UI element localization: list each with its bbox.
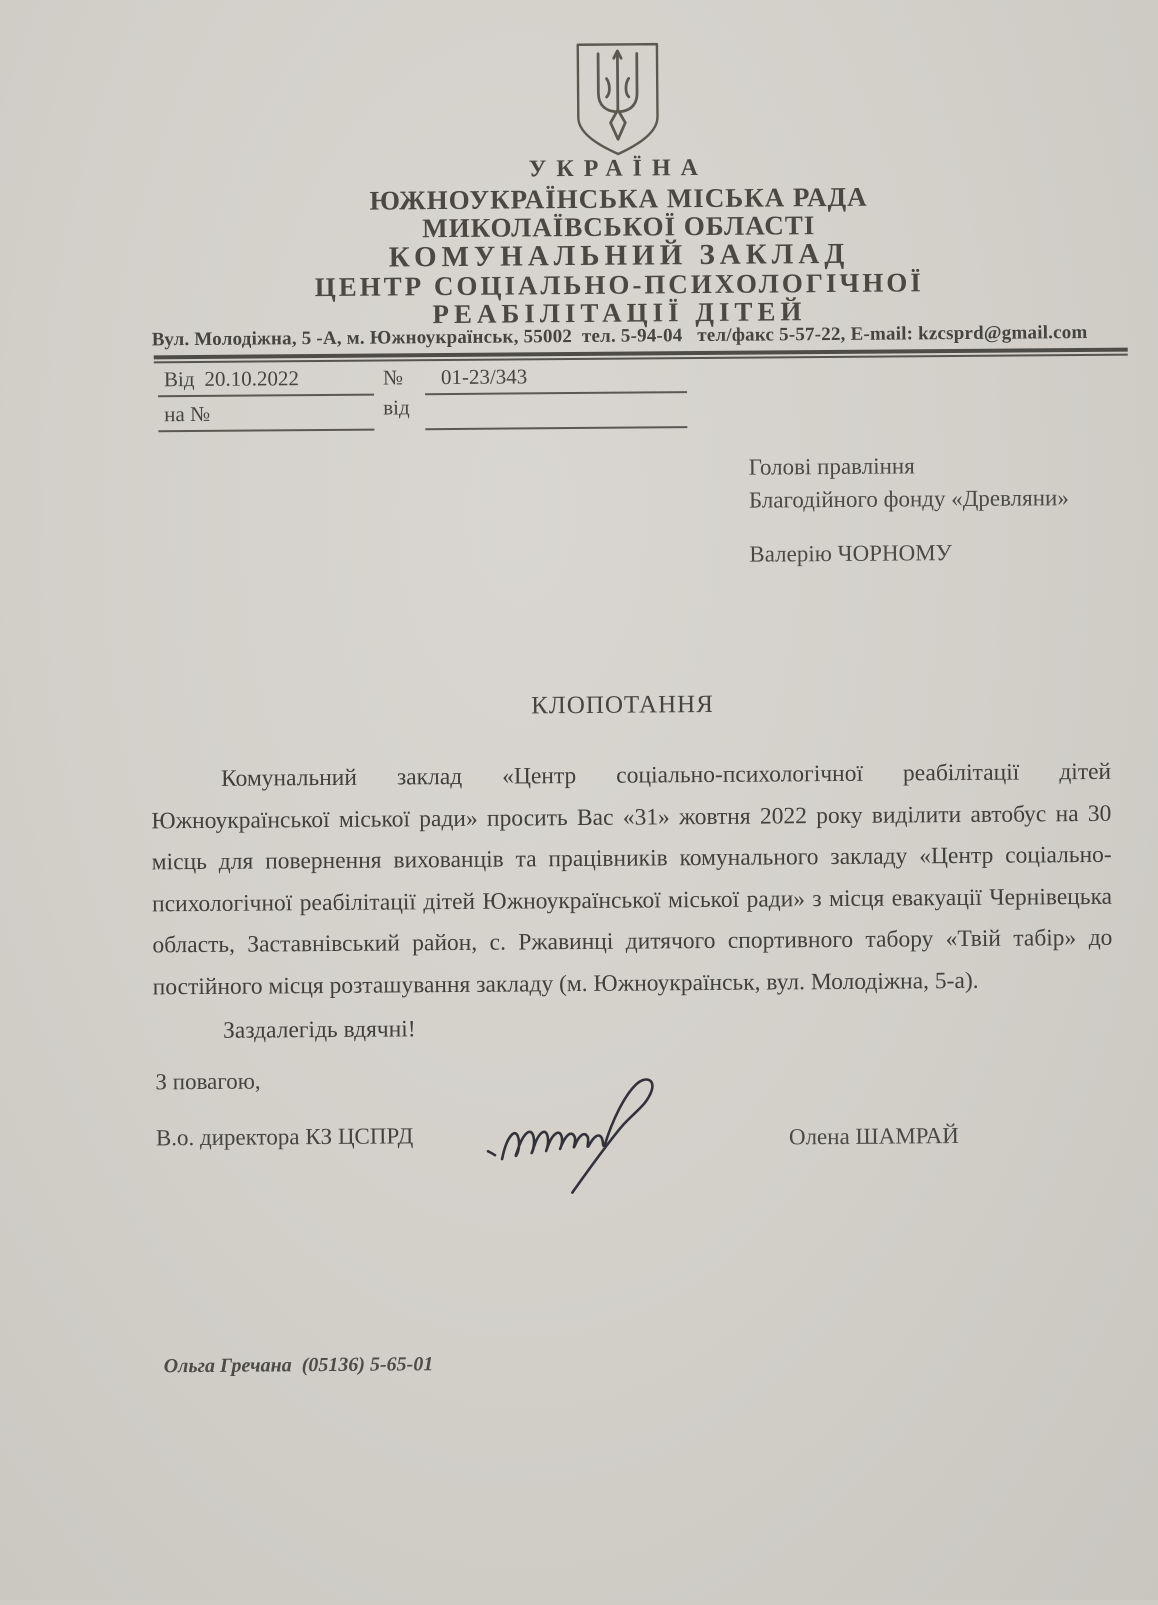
handwritten-signature-icon: [471, 1045, 753, 1242]
reference-number-value: 01-23/343: [441, 364, 528, 390]
salutation: З повагою,: [155, 1069, 260, 1096]
recipient-name: Валерію ЧОРНОМУ: [749, 535, 1069, 571]
letterhead-org-line-5: РЕАБІЛІТАЦІЇ ДІТЕЙ: [87, 293, 1151, 332]
reference-date-label: Від: [164, 367, 195, 391]
reference-reply-date-field: [425, 393, 687, 430]
letterhead-org-line-1: ЮЖНОУКРАЇНСЬКА МІСЬКА РАДА: [86, 179, 1150, 218]
letterhead-org-line-2: МИКОЛАЇВСЬКОЇ ОБЛАСТІ: [87, 207, 1151, 246]
executor-contact-line: Ольга Гречана (05136) 5-65-01: [164, 1353, 434, 1378]
reference-number-label: №: [383, 365, 403, 390]
signer-position: В.о. директора КЗ ЦСПРД: [156, 1123, 414, 1151]
reference-reply-date-label: від: [383, 395, 410, 420]
document-title: КЛОПОТАННЯ: [90, 687, 1154, 723]
reference-date-field: [158, 366, 374, 398]
letterhead-contact-line: Вул. Молодіжна, 5 -А, м. Южноукраїнськ, 55002 тел. 5-94-04 тел/факс 5-57-22, E-mail: kzcsprd@gmail.com: [88, 321, 1152, 351]
recipient-line-2: Благодійного фонду «Древляни»: [749, 481, 1069, 517]
letterhead-org-line-3: КОМУНАЛЬНИЙ ЗАКЛАД: [87, 235, 1151, 276]
recipient-line-1: Голові правління: [749, 448, 1069, 484]
closing-thanks: Заздалегідь вдячні!: [153, 1004, 1113, 1053]
letterhead-org-line-4: ЦЕНТР СОЦІАЛЬНО-ПСИХОЛОГІЧНОЇ: [87, 265, 1151, 304]
letter-body: [151, 752, 1113, 1053]
reference-reply-number-field: [158, 396, 374, 433]
reference-number-field: [425, 363, 687, 395]
letterhead-country: УКРАЇНА: [86, 151, 1150, 186]
reference-reply-number-label: на №: [164, 402, 210, 426]
body-paragraph: Комунальний заклад «Центр соціально-психологічної реабілітації дітей Южноукраїнської міської ради» просить Вас «31» жовтня 2022 року виділити автобус на 30 місць для повернення вихованців та працівників комунального закладу «Центр соціально-психологічної реабілітації дітей Южноукраїнської міської ради» з місця евакуації Чернівецька область, Заставнівський район, с. Ржавинці дитячого спортивного табору «Твій табір» до постійного місця розташування закладу (м. Южноукраїнськ, вул. Молодіжна, 5-а).: [151, 752, 1113, 1009]
reference-date-value: 20.10.2022: [204, 366, 299, 392]
recipient-block: [749, 448, 1070, 571]
letterhead: [85, 0, 1149, 4]
ukraine-trident-emblem-icon: [570, 41, 665, 158]
signer-name: Олена ШАМРАЙ: [789, 1123, 959, 1150]
